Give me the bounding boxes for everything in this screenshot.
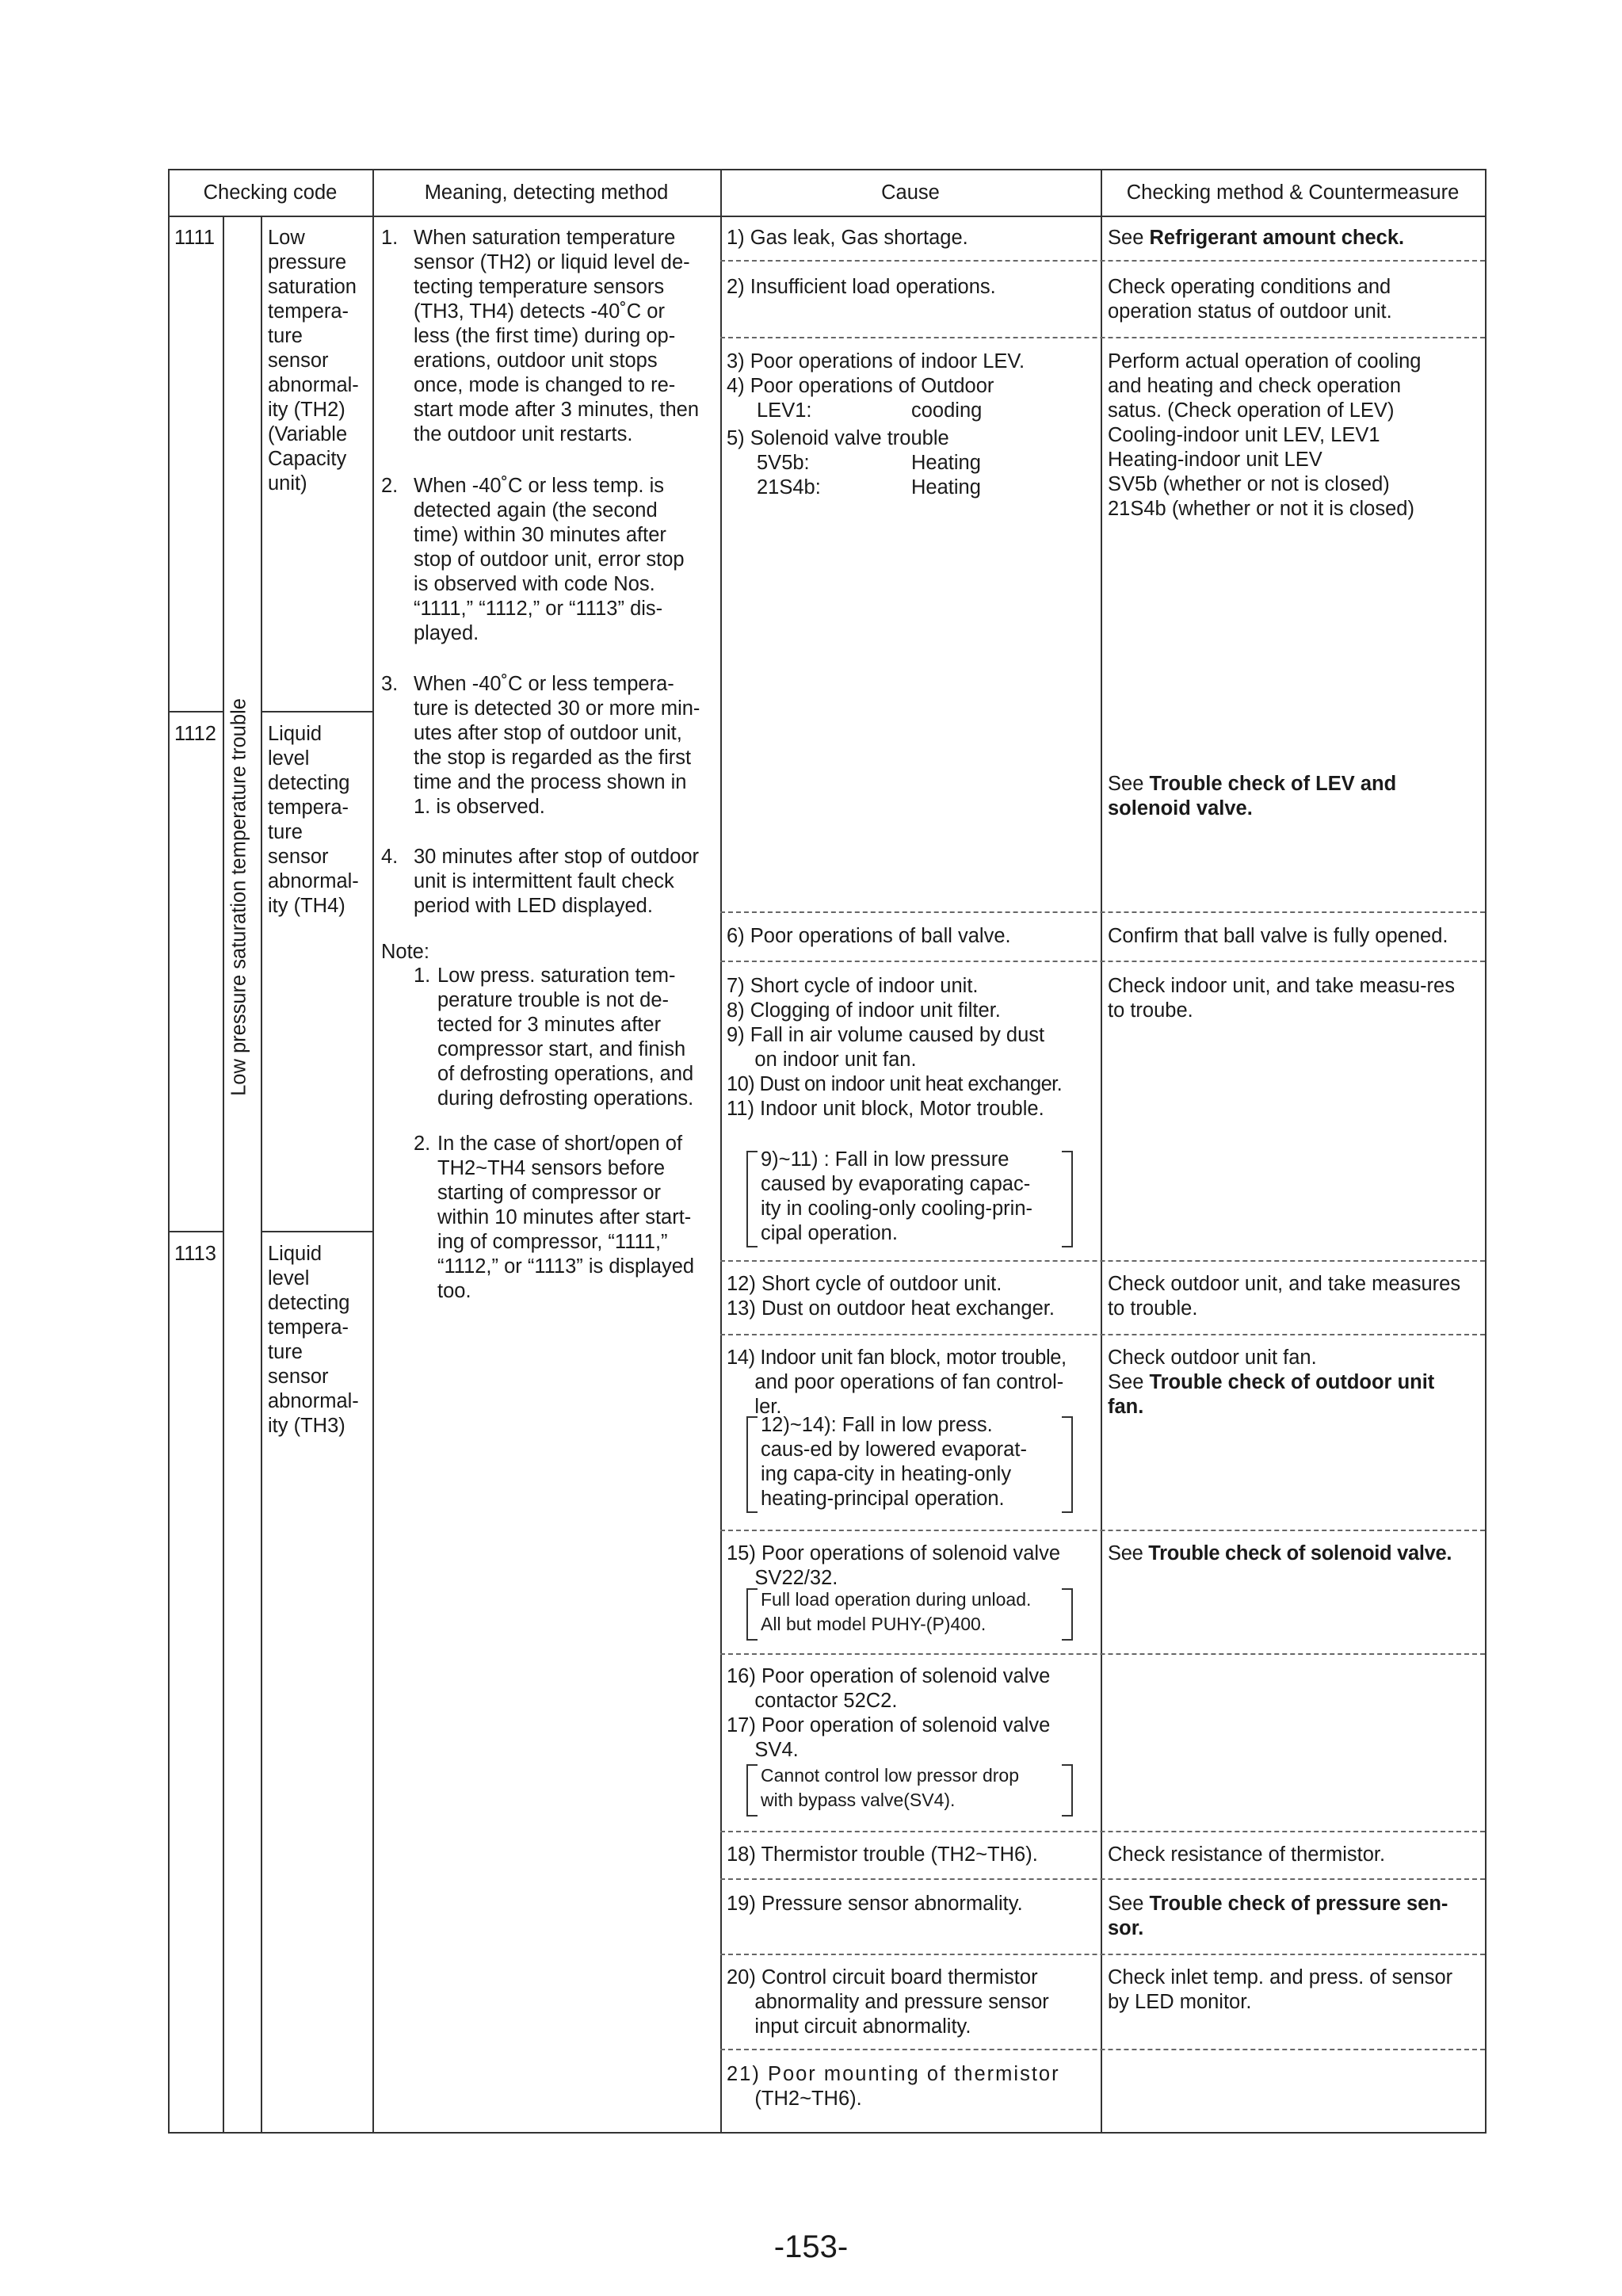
bracket-right [1062,1151,1073,1247]
cause-19: 19) Pressure sensor abnormality. [727,1893,1023,1915]
cause-group-12-13 [727,1272,1055,1321]
measure-line: to trouble. [1108,1297,1198,1320]
code-description-line: unit) [268,472,307,495]
bracket-note-15 [761,1587,1031,1637]
bracket-line: cipal operation. [761,1222,898,1244]
cause-18: 18) Thermistor trouble (TH2~TH6). [727,1843,1038,1866]
note-2 [437,1132,694,1304]
note-2-number: 2. [414,1133,431,1155]
cause-line: 17) Poor operation of solenoid valve [727,1714,1051,1736]
measure-line: Perform actual operation of cooling [1108,350,1422,372]
table-bottom-border [168,2132,1487,2134]
cause-line: 8) Clogging of indoor unit filter. [727,999,1001,1022]
cause-line: and poor operations of fan control- [727,1371,1064,1393]
code-description-line: Low [268,227,305,249]
measure-line: Check indoor unit, and take measu-res [1108,975,1455,997]
cause-6: 6) Poor operations of ball valve. [727,925,1011,947]
measure-line: satus. (Check operation of LEV) [1108,399,1395,422]
header-countermeasure: Checking method & Countermeasure [1126,181,1460,204]
cause-1: 1) Gas leak, Gas shortage. [727,227,968,249]
cause-group-14 [727,1346,1067,1419]
measure-line: 21S4b (whether or not it is closed) [1108,498,1414,520]
note-line: within 10 minutes after start- [437,1206,692,1228]
measure-line [1108,1892,1448,1916]
bracket-left [746,1151,758,1247]
meaning-line: time) within 30 minutes after [414,524,666,546]
bracket-line: All but model PUHY-(P)400. [761,1614,987,1634]
measure-reference: Refrigerant amount check. [1149,227,1405,249]
measure-line [1108,1916,1448,1941]
code-description-line: ity (TH4) [268,895,345,917]
measure-line: Cooling-indoor unit LEV, LEV1 [1108,424,1380,446]
meaning-line: 1. is observed. [414,796,545,818]
cause-2: 2) Insufficient load operations. [727,276,996,298]
measure-reference: Trouble check of pressure sen- [1149,1893,1448,1915]
code-description-line: abnormal- [268,1390,359,1412]
measure-outdoor-unit [1108,1272,1460,1321]
note-line: perature trouble is not de- [437,989,670,1011]
measure-line: Check inlet temp. and press. of sensor [1108,1966,1453,1988]
code-description-line: ture [268,1341,303,1363]
measure-reference: Trouble check of solenoid valve. [1148,1542,1452,1564]
cause-group-21 [727,2062,1060,2111]
meaning-line: once, mode is changed to re- [414,374,676,396]
note-line: “1112,” or “1113” is displayed [437,1255,695,1278]
cause-5: 5) Solenoid valve trouble [727,427,949,449]
bracket-note-9-11 [761,1148,1032,1246]
code-description-line: Capacity [268,448,347,470]
note-line: compressor start, and finish [437,1038,686,1060]
measure-line: SV5b (whether or not is closed) [1108,473,1390,495]
meaning-item-2-number: 2. [381,475,399,497]
header-cause: Cause [881,181,940,204]
cause-line: 14) Indoor unit fan block, motor trouble, [727,1347,1067,1369]
cause-5b-value: Heating [911,476,981,499]
cause-4-label: LEV1: [757,399,812,422]
note-line: of defrosting operations, and [437,1063,694,1085]
group-label-divider [261,216,262,2134]
bracket-left [746,1416,758,1513]
cause-line: contactor 52C2. [727,1690,898,1712]
cause-4: 4) Poor operations of Outdoor [727,375,994,397]
table-left-border [168,169,170,2134]
measure-prefix: See [1108,1371,1150,1393]
cause-line: 15) Poor operations of solenoid valve [727,1542,1061,1564]
meaning-line: start mode after 3 minutes, then [414,399,700,421]
cause-line: on indoor unit fan. [727,1049,917,1071]
meaning-item-4 [414,845,699,919]
meaning-line: detected again (the second [414,499,658,521]
meaning-line: stop of outdoor unit, error stop [414,548,685,571]
meaning-item-1 [414,226,699,447]
measure-line: to troube. [1108,999,1193,1022]
row-separator [720,260,1485,262]
bracket-right [1062,1416,1073,1513]
cause-line: (TH2~TH6). [727,2088,862,2110]
measure-line: Heating-indoor unit LEV [1108,449,1322,471]
bracket-line: 12)~14): Fall in low press. [761,1414,993,1436]
meaning-line: period with LED displayed. [414,895,653,917]
bracket-line: Full load operation during unload. [761,1589,1032,1610]
table-right-border [1485,169,1487,2134]
code-description-line: pressure [268,251,347,273]
row-separator [720,911,1485,913]
measure-ball-valve: Confirm that ball valve is fully opened. [1108,925,1448,947]
code-description-line: level [268,1267,310,1289]
meaning-line: ture is detected 30 or more min- [414,697,700,720]
bracket-line: ity in cooling-only cooling-prin- [761,1198,1032,1220]
measure-line: by LED monitor. [1108,1991,1252,2013]
note-line: ing of compressor, “1111,” [437,1231,668,1253]
code-description-line: level [268,747,310,770]
measure-reference: Trouble check of LEV and [1149,773,1397,795]
note-1 [437,964,693,1111]
meaning-item-4-number: 4. [381,846,399,868]
row-separator [720,1653,1485,1655]
measure-led-monitor [1108,1966,1452,2015]
code-description-line: (Variable [268,423,348,445]
cause-line: input circuit abnormality. [727,2015,971,2038]
cause-group-7-11 [727,974,1062,1121]
code-separator [261,711,372,712]
bracket-line: caus-ed by lowered evaporat- [761,1438,1027,1461]
code-description-line: tempera- [268,797,349,819]
measure-line [1108,797,1396,821]
code-number-divider [223,216,224,2134]
code-separator [168,1231,223,1232]
measure-line: Check outdoor unit, and take measures [1108,1273,1461,1295]
cause-line: 16) Poor operation of solenoid valve [727,1665,1051,1687]
note-line: tected for 3 minutes after [437,1014,662,1036]
cause-line: 9) Fall in air volume caused by dust [727,1024,1045,1046]
meaning-line: utes after stop of outdoor unit, [414,722,682,744]
measure-reference: Trouble check of outdoor unit [1149,1371,1435,1393]
row-separator [720,1831,1485,1832]
meaning-line: the stop is regarded as the first [414,747,692,769]
bracket-right [1062,1588,1073,1641]
code-description-1111 [268,226,359,496]
note-line: TH2~TH4 sensors before [437,1157,665,1179]
cause-4-value: cooding [911,399,983,422]
bracket-left [746,1588,758,1641]
measure-line [1108,1370,1434,1395]
measure-line [1108,772,1396,797]
cause-line: SV22/32. [727,1567,838,1589]
code-description-1113 [268,1242,359,1438]
code-description-line: ture [268,821,303,843]
header-checking-code: Checking code [203,181,338,204]
meaning-line: played. [414,622,479,644]
code-description-line: ity (TH3) [268,1415,345,1437]
cause-line: 11) Indoor unit block, Motor trouble. [727,1098,1044,1120]
note-line: during defrosting operations. [437,1087,694,1110]
code-description-line: abnormal- [268,374,359,396]
code-number-1113: 1113 [174,1243,216,1265]
page-number: -153- [773,2229,849,2264]
meaning-line: When saturation temperature [414,227,676,249]
measure-thermistor: Check resistance of thermistor. [1108,1843,1386,1866]
meaning-item-3-number: 3. [381,673,399,695]
measure-reference: solenoid valve. [1108,797,1253,819]
meaning-line: tecting temperature sensors [414,276,665,298]
measure-refrigerant-check [1108,226,1404,250]
meaning-line: 30 minutes after stop of outdoor [414,846,700,868]
code-description-line: ity (TH2) [268,399,345,421]
meaning-item-2 [414,474,685,646]
meaning-line: less (the first time) during op- [414,325,676,347]
meaning-line: unit is intermittent fault check [414,870,674,892]
cause-5a-value: Heating [911,452,981,474]
cause-line: 21) Poor mounting of thermistor [727,2063,1060,2085]
bracket-note-16-17 [761,1763,1019,1813]
row-separator [720,2049,1485,2050]
note-line: too. [437,1280,471,1302]
measure-line: Check outdoor unit fan. [1108,1347,1317,1369]
measure-reference: fan. [1108,1396,1144,1418]
note-line: Low press. saturation tem- [437,965,676,987]
code-number-1112: 1112 [174,723,216,745]
meaning-line: When -40˚C or less tempera- [414,673,674,695]
measure-line: Check operating conditions and [1108,276,1391,298]
code-description-line: detecting [268,1292,350,1314]
measure-solenoid-valve [1108,1541,1452,1566]
code-description-line: detecting [268,772,350,794]
meaning-column-divider [720,169,722,2134]
measure-pressure-sensor [1108,1892,1448,1941]
cause-group-20 [727,1966,1049,2039]
bracket-line: 9)~11) : Fall in low pressure [761,1148,1009,1171]
meaning-line: sensor (TH2) or liquid level de- [414,251,690,273]
bracket-line: with bypass valve(SV4). [761,1790,956,1810]
meaning-line: “1111,” “1112,” or “1113” dis- [414,598,663,620]
meaning-item-1-number: 1. [381,227,399,249]
header-meaning: Meaning, detecting method [424,181,669,204]
cause-line: 10) Dust on indoor unit heat exchanger. [727,1073,1063,1095]
meaning-line: is observed with code Nos. [414,573,655,595]
cause-line: 20) Control circuit board thermistor [727,1966,1038,1988]
measure-actual-operation [1108,350,1421,521]
cause-line: 7) Short cycle of indoor unit. [727,975,979,997]
code-description-line: sensor [268,1366,329,1388]
code-separator [261,1231,372,1232]
cause-3: 3) Poor operations of indoor LEV. [727,350,1025,372]
bracket-line: heating-principal operation. [761,1488,1005,1510]
code-description-line: tempera- [268,300,349,323]
code-description-1112 [268,722,359,919]
code-column-divider [372,169,374,2134]
cause-line: 13) Dust on outdoor heat exchanger. [727,1297,1055,1320]
meaning-item-3 [414,672,700,819]
measure-prefix: See [1108,1893,1150,1915]
cause-5b-label: 21S4b: [757,476,821,499]
measure-line: operation status of outdoor unit. [1108,300,1392,323]
code-description-line: Liquid [268,723,322,745]
measure-lev-solenoid-check [1108,772,1396,821]
meaning-line: (TH3, TH4) detects -40˚C or [414,300,665,323]
measure-line: and heating and check operation [1108,375,1402,397]
code-separator [168,711,223,712]
meaning-line: When -40˚C or less temp. is [414,475,665,497]
note-1-number: 1. [414,965,431,987]
measure-prefix: See [1108,773,1150,795]
group-label-text: Low pressure saturation temperature trouble [227,698,250,1096]
bracket-right [1062,1764,1073,1817]
bracket-note-12-14 [761,1413,1027,1511]
cause-5a-label: 5V5b: [757,452,810,474]
row-separator [720,1954,1485,1955]
measure-operating-conditions [1108,275,1392,324]
measure-line [1108,1395,1434,1419]
table-top-border [168,169,1487,170]
row-separator [720,1334,1485,1335]
note-line: In the case of short/open of [437,1133,683,1155]
cause-line: abnormality and pressure sensor [727,1991,1049,2013]
measure-prefix: See [1108,1542,1149,1564]
meaning-line: erations, outdoor unit stops [414,350,658,372]
cause-group-16-17 [727,1664,1050,1763]
measure-reference: sor. [1108,1917,1144,1939]
meaning-line: the outdoor unit restarts. [414,423,633,445]
code-description-line: saturation [268,276,357,298]
cause-line: ler. [727,1396,782,1418]
code-description-line: abnormal- [268,870,359,892]
code-description-line: ture [268,325,303,347]
measure-indoor-unit [1108,974,1455,1023]
meaning-line: time and the process shown in [414,771,687,793]
code-description-line: sensor [268,350,329,372]
code-description-line: sensor [268,846,329,868]
note-label: Note: [381,941,429,963]
code-description-line: Liquid [268,1243,322,1265]
bracket-line: caused by evaporating capac- [761,1173,1031,1195]
cause-group-15 [727,1541,1060,1591]
code-number-1111: 1111 [174,227,216,249]
bracket-left [746,1764,758,1817]
row-separator [720,1878,1485,1880]
code-description-line: tempera- [268,1316,349,1339]
bracket-line: ing capa-city in heating-only [761,1463,1012,1485]
cause-line: SV4. [727,1739,799,1761]
measure-outdoor-fan [1108,1346,1434,1419]
header-bottom-border [168,216,1487,217]
cause-column-divider [1101,169,1102,2134]
note-line: starting of compressor or [437,1182,662,1204]
row-separator [720,1530,1485,1531]
bracket-line: Cannot control low pressor drop [761,1765,1019,1786]
row-separator [720,961,1485,962]
measure-prefix: See [1108,227,1150,249]
row-separator [720,337,1485,338]
cause-line: 12) Short cycle of outdoor unit. [727,1273,1002,1295]
row-separator [720,1260,1485,1262]
